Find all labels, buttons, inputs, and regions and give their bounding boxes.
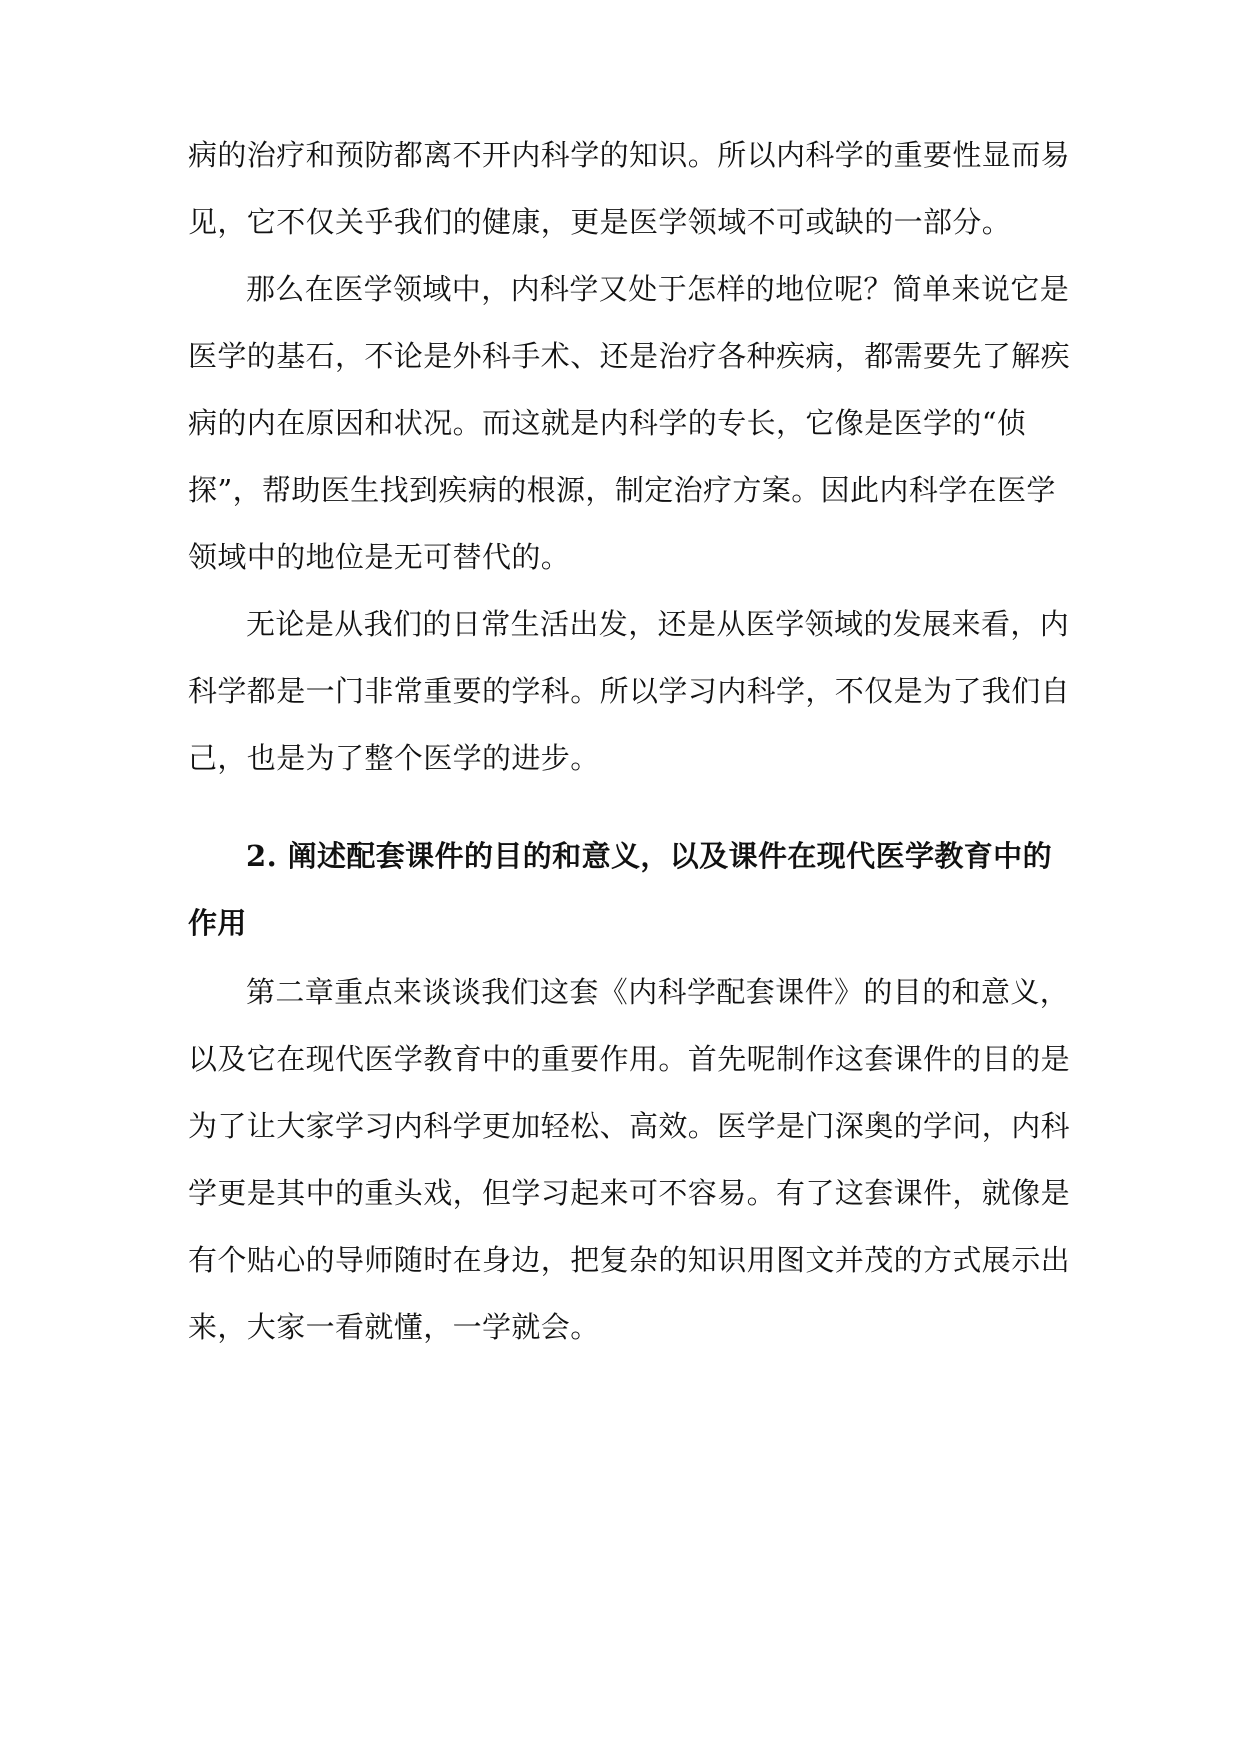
paragraph-1-line-2: 见，它不仅关乎我们的健康，更是医学领域不可或缺的一部分。 (188, 205, 1012, 239)
section-paragraph-line-6: 来，大家一看就懂，一学就会。 (188, 1310, 600, 1344)
paragraph-2-line-4: 探”，帮助医生找到疾病的根源，制定治疗方案。因此内科学在医学 (188, 473, 1056, 507)
section-heading-line-2: 作用 (188, 906, 247, 940)
section-paragraph-line-1: 第二章重点来谈谈我们这套《内科学配套课件》的目的和意义， (246, 975, 1070, 1009)
paragraph-2-line-5: 领域中的地位是无可替代的。 (188, 540, 571, 574)
paragraph-3-line-1: 无论是从我们的日常生活出发，还是从医学领域的发展来看，内 (246, 607, 1070, 641)
section-paragraph-line-4: 学更是其中的重头戏，但学习起来可不容易。有了这套课件，就像是 (188, 1176, 1071, 1210)
paragraph-2-line-2: 医学的基石，不论是外科手术、还是治疗各种疾病，都需要先了解疾 (188, 339, 1071, 373)
paragraph-2-line-3: 病的内在原因和状况。而这就是内科学的专长，它像是医学的“侦 (188, 406, 1027, 440)
section-paragraph-line-2: 以及它在现代医学教育中的重要作用。首先呢制作这套课件的目的是 (188, 1042, 1071, 1076)
section-paragraph-line-5: 有个贴心的导师随时在身边，把复杂的知识用图文并茂的方式展示出 (188, 1243, 1071, 1277)
paragraph-1-line-1: 病的治疗和预防都离不开内科学的知识。所以内科学的重要性显而易 (188, 138, 1071, 172)
section-paragraph-line-3: 为了让大家学习内科学更加轻松、高效。医学是门深奥的学问，内科 (188, 1109, 1071, 1143)
paragraph-2-line-1: 那么在医学领域中，内科学又处于怎样的地位呢？简单来说它是 (246, 272, 1070, 306)
paragraph-3-line-2: 科学都是一门非常重要的学科。所以学习内科学，不仅是为了我们自 (188, 674, 1071, 708)
paragraph-3-line-3: 己，也是为了整个医学的进步。 (188, 741, 600, 775)
section-heading-line-1: 2. 阐述配套课件的目的和意义，以及课件在现代医学教育中的 (246, 839, 1052, 873)
